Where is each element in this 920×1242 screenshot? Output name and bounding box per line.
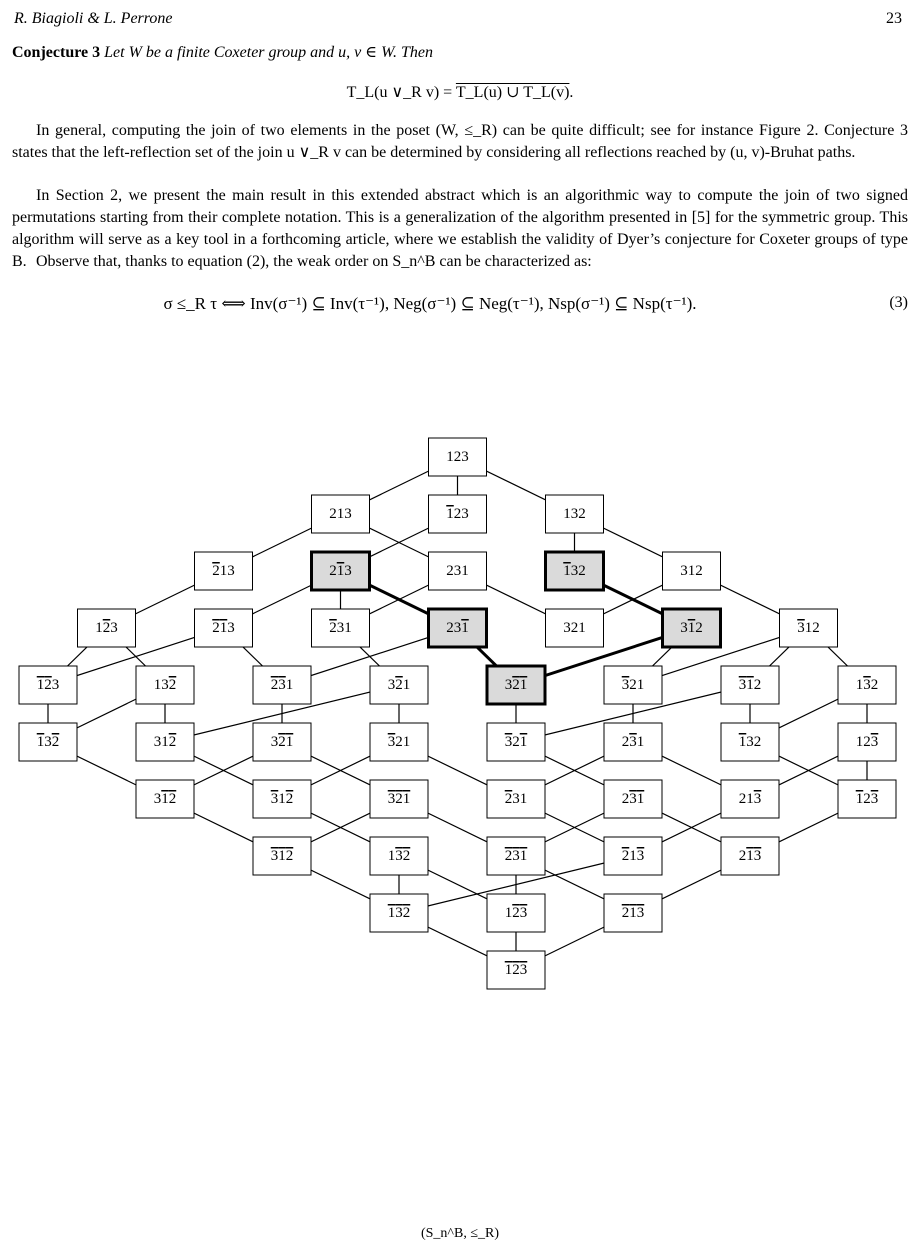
formula-rhs: T_L(u) ∪ T_L(v) xyxy=(455,84,570,101)
poset-node-label: 213 xyxy=(738,791,762,807)
poset-node-label: 132 xyxy=(387,905,411,921)
poset-node xyxy=(604,837,662,875)
poset-node xyxy=(487,951,545,989)
poset-node xyxy=(721,837,779,875)
poset-node-label: 321 xyxy=(387,677,411,693)
poset-node xyxy=(370,780,428,818)
poset-node-label: 312 xyxy=(153,734,177,750)
poset-node-label: 312 xyxy=(738,677,762,693)
poset-node-label: 321 xyxy=(504,677,528,693)
poset-node-label: 321 xyxy=(621,677,645,693)
poset-node xyxy=(253,837,311,875)
poset-node xyxy=(429,609,487,647)
page-number: 23 xyxy=(886,10,902,27)
poset-node-label: 231 xyxy=(621,734,645,750)
poset-node-label: 312 xyxy=(797,620,820,636)
poset-node-label: 213 xyxy=(212,620,235,636)
equation-3: σ ≤_R τ ⟺ Inv(σ⁻¹) ⊆ Inv(τ⁻¹), Neg(σ⁻¹) ⊆ Neg(τ⁻¹), Nsp(σ⁻¹) ⊆ Nsp(τ⁻¹). xyxy=(163,294,697,313)
poset-node xyxy=(136,780,194,818)
poset-node xyxy=(721,723,779,761)
poset-node-label: 231 xyxy=(504,791,528,807)
poset-node-label: 213 xyxy=(329,506,352,522)
poset-node xyxy=(253,780,311,818)
poset-node xyxy=(838,780,896,818)
poset-node xyxy=(604,894,662,932)
poset-node-label: 321 xyxy=(270,734,294,750)
poset-node xyxy=(487,666,545,704)
poset-node-label: 321 xyxy=(387,791,411,807)
paragraph-2: In Section 2, we present the main result in this extended abstract which is an algorithmic way to compute the join of two signed permutations starting from their complete notation. This is a generalization of the algorithm presented in [5] for the symmetric group. This algorithm will serve as a key tool in a forthcoming article, where we establish the validity of Dyer’s conjecture for Coxeter groups of type B. xyxy=(12,187,908,270)
poset-node xyxy=(78,609,136,647)
poset-node xyxy=(253,723,311,761)
poset-node-label: 321 xyxy=(387,734,411,750)
poset-node-label: 123 xyxy=(36,677,60,693)
poset-node xyxy=(546,495,604,533)
conjecture-label: Conjecture 3 xyxy=(12,44,101,61)
poset-node xyxy=(312,495,370,533)
paragraph-1: In general, computing the join of two elements in the poset (W, ≤_R) can be quite difficult; see for instance Figure 2. Conjecture 3 states that the left-reflection set of the join u ∨_R v can be determined by considering all reflections reached by (u, v)-Bruhat paths. xyxy=(12,122,908,161)
page-header xyxy=(14,10,902,32)
poset-node-label: 312 xyxy=(680,620,703,636)
poset-node-label: 312 xyxy=(270,791,294,807)
poset-node xyxy=(19,666,77,704)
poset-node-label: 231 xyxy=(329,620,352,636)
poset-node xyxy=(370,666,428,704)
poset-node xyxy=(546,609,604,647)
poset-node-label: 123 xyxy=(95,620,118,636)
poset-node xyxy=(487,723,545,761)
poset-node xyxy=(136,723,194,761)
poset-node xyxy=(370,894,428,932)
poset-node-label: 231 xyxy=(446,620,469,636)
poset-node-label: 132 xyxy=(153,677,177,693)
poset-node xyxy=(721,780,779,818)
poset-node-label: 312 xyxy=(680,563,703,579)
poset-node xyxy=(136,666,194,704)
poset-node-label: 213 xyxy=(738,848,762,864)
poset-node xyxy=(604,723,662,761)
weak-order-poset-diagram xyxy=(0,449,920,1030)
poset-node-label: 312 xyxy=(270,848,294,864)
poset-node-label: 213 xyxy=(329,563,352,579)
poset-node-label: 321 xyxy=(504,734,528,750)
poset-node-label: 132 xyxy=(855,677,879,693)
poset-node-label: 132 xyxy=(738,734,762,750)
figure-caption-fragment: (S_n^B, ≤_R) xyxy=(420,1226,500,1241)
formula-lhs: T_L(u ∨_R v) = xyxy=(346,84,456,101)
poset-node-label: 213 xyxy=(621,905,645,921)
poset-node xyxy=(487,894,545,932)
formula-end: . xyxy=(569,84,574,101)
poset-node xyxy=(429,495,487,533)
poset-node xyxy=(370,837,428,875)
poset-node xyxy=(312,609,370,647)
poset-node xyxy=(838,723,896,761)
poset-node xyxy=(195,609,253,647)
poset-node xyxy=(429,552,487,590)
running-authors: R. Biagioli & L. Perrone xyxy=(14,10,173,27)
poset-node-label: 123 xyxy=(504,962,528,978)
poset-node xyxy=(546,552,604,590)
poset-node xyxy=(429,438,487,476)
poset-node-label: 123 xyxy=(855,734,879,750)
poset-node xyxy=(195,552,253,590)
poset-node xyxy=(663,552,721,590)
poset-node xyxy=(663,609,721,647)
poset-node-label: 213 xyxy=(212,563,235,579)
poset-node-label: 231 xyxy=(504,848,528,864)
poset-node xyxy=(780,609,838,647)
poset-node-label: 123 xyxy=(504,905,528,921)
equation-number: (3) xyxy=(889,294,908,311)
poset-node xyxy=(312,552,370,590)
poset-node-label: 123 xyxy=(855,791,879,807)
paragraph-3: Observe that, thanks to equation (2), the weak order on S_n^B can be characterized as: xyxy=(36,253,592,270)
conjecture-block xyxy=(12,42,908,64)
poset-node-label: 132 xyxy=(563,506,586,522)
poset-node xyxy=(370,723,428,761)
poset-node xyxy=(604,666,662,704)
poset-node xyxy=(487,780,545,818)
poset-node xyxy=(487,837,545,875)
poset-node-label: 231 xyxy=(621,791,645,807)
poset-node xyxy=(19,723,77,761)
poset-node-label: 312 xyxy=(153,791,177,807)
poset-edges xyxy=(48,457,867,970)
poset-node-label: 132 xyxy=(563,563,586,579)
poset-node-label: 132 xyxy=(387,848,411,864)
poset-node-label: 132 xyxy=(36,734,60,750)
poset-nodes xyxy=(19,438,896,989)
poset-node xyxy=(721,666,779,704)
conjecture-formula xyxy=(0,82,920,102)
conjecture-statement: Let W be a finite Coxeter group and u, v ∈ W. Then xyxy=(104,44,433,61)
poset-node-label: 123 xyxy=(446,506,469,522)
poset-node-label: 123 xyxy=(446,449,469,465)
poset-node xyxy=(838,666,896,704)
poset-node-label: 231 xyxy=(270,677,294,693)
poset-node-label: 213 xyxy=(621,848,645,864)
poset-node-label: 321 xyxy=(563,620,586,636)
poset-node xyxy=(604,780,662,818)
poset-node xyxy=(253,666,311,704)
poset-node-label: 231 xyxy=(446,563,469,579)
